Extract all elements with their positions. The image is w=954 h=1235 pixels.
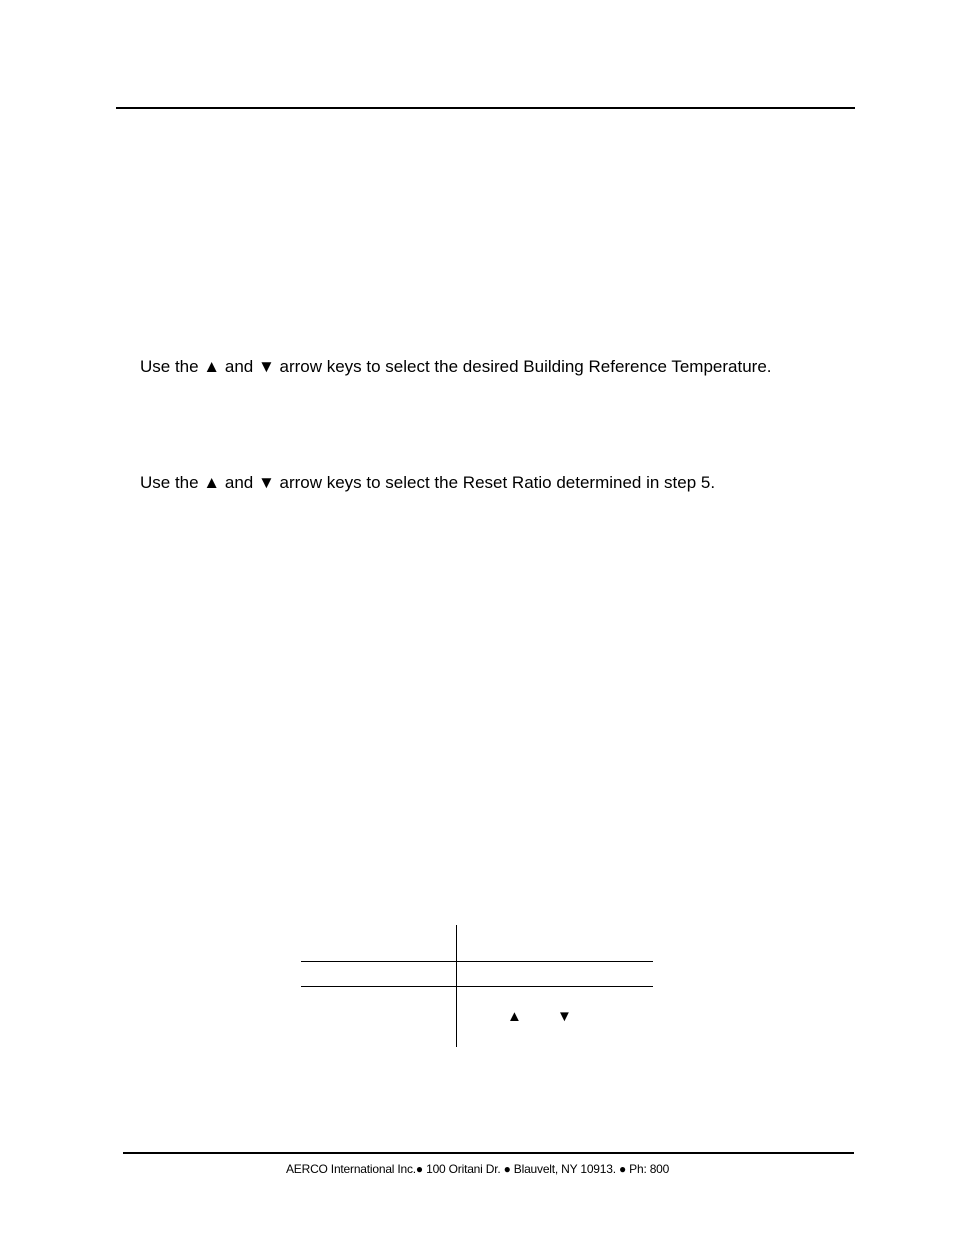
footer-rule — [123, 1152, 854, 1154]
footer-address: AERCO International Inc.● 100 Oritani Dr. ● Blauvelt, NY 10913. ● Ph: 800 — [286, 1162, 670, 1176]
instruction-reset-ratio: Use the ▲ and ▼ arrow keys to select the Reset Ratio determined in step 5. — [140, 473, 716, 492]
table-header-rule — [301, 961, 653, 962]
instruction-table — [301, 925, 653, 1047]
header-rule — [116, 107, 855, 109]
instruction-building-reference-temperature: Use the ▲ and ▼ arrow keys to select the desired Building Reference Temperature. — [140, 357, 772, 376]
arrow-up-icon: ▲ — [507, 1008, 522, 1025]
arrow-down-icon: ▼ — [557, 1008, 572, 1025]
table-row-rule — [301, 986, 653, 987]
